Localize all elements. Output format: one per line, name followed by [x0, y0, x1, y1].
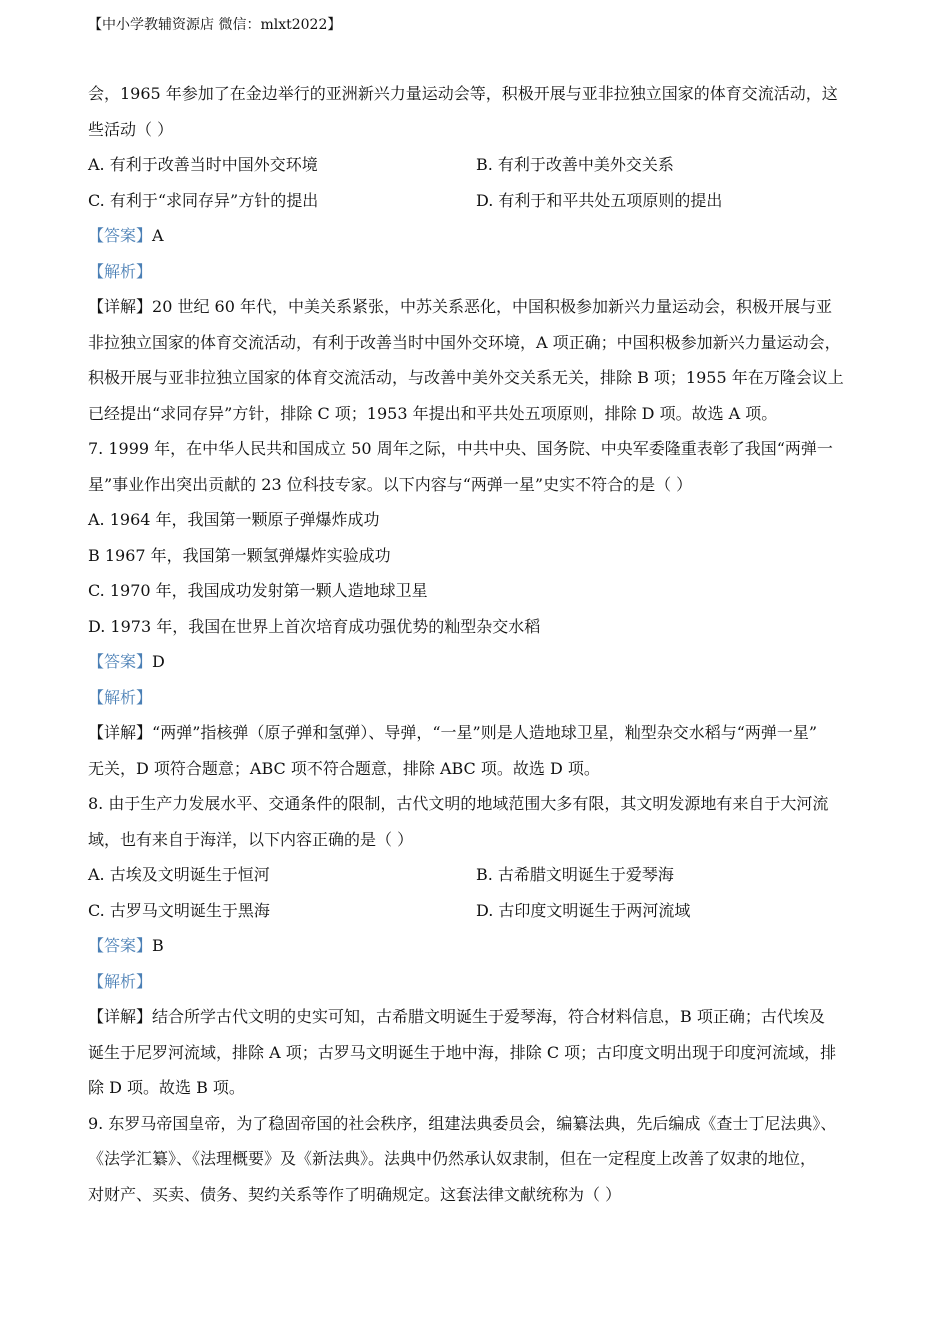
answer-tag: 【答案】	[88, 652, 153, 671]
answer-tag: 【答案】	[88, 226, 153, 245]
q8-option-c: C. 古罗马文明诞生于黑海	[88, 900, 270, 920]
q8-answer-value: B	[152, 936, 164, 955]
q8-options-row-1	[88, 857, 868, 893]
source-header: 【中小学教辅资源店 微信：mlxt2022】	[88, 17, 342, 33]
q8-option-d: D. 古印度文明诞生于两河流域	[476, 900, 691, 920]
detail-tag: 【详解】	[88, 1007, 153, 1026]
q9-stem-line-3: 对财产、买卖、债务、契约关系等作了明确规定。这套法律文献统称为（ ）	[88, 1184, 622, 1204]
q7-stem-line-1: 7. 1999 年，在中华人民共和国成立 50 周年之际，中共中央、国务院、中央军委隆重表彰了我国“两弹一	[88, 439, 833, 458]
q6-detail-line-4: 已经提出“求同存异”方针，排除 C 项；1953 年提出和平共处五项原则，排除 D 项。故选 A 项。	[88, 403, 778, 423]
q6-options-row-2	[88, 183, 868, 219]
q6-option-b: B. 有利于改善中美外交关系	[476, 155, 674, 174]
q7-detail-text-1: “两弹”指核弹（原子弹和氢弹）、导弹，“一星”则是人造地球卫星，籼型杂交水稻与“两弹一星”	[152, 723, 818, 742]
analysis-tag: 【解析】	[88, 687, 153, 707]
q7-analysis	[88, 680, 868, 716]
q7-option-b: B 1967 年，我国第一颗氢弹爆炸实验成功	[88, 545, 391, 565]
q6-analysis	[88, 254, 868, 290]
q8-detail-line-3: 除 D 项。故选 B 项。	[88, 1078, 245, 1097]
q7-detail-line-2: 无关，D 项符合题意；ABC 项不符合题意，排除 ABC 项。故选 D 项。	[88, 758, 600, 778]
document-body	[88, 76, 868, 1212]
question-6	[88, 76, 868, 431]
q7-answer-value: D	[152, 652, 165, 671]
q8-analysis	[88, 964, 868, 1000]
q6-answer	[88, 218, 868, 254]
q6-options-row-1	[88, 147, 868, 183]
q7-stem-line-2: 星”事业作出突出贡献的 23 位科技专家。以下内容与“两弹一星”史实不符合的是（ ）	[88, 474, 693, 494]
q6-answer-value: A	[152, 226, 164, 245]
q6-stem-line-2: 些活动（ ）	[88, 119, 174, 139]
q8-detail-text-1: 结合所学古代文明的史实可知，古希腊文明诞生于爱琴海，符合材料信息，B 项正确；古代埃及	[152, 1007, 825, 1026]
q7-option-c: C. 1970 年，我国成功发射第一颗人造地球卫星	[88, 581, 428, 600]
analysis-tag: 【解析】	[88, 261, 153, 281]
q8-options-row-2	[88, 893, 868, 929]
q6-option-c: C. 有利于“求同存异”方针的提出	[88, 190, 319, 210]
q8-detail-line-1	[88, 999, 868, 1035]
q8-stem-line-1: 8. 由于生产力发展水平、交通条件的限制，古代文明的地域范围大多有限，其文明发源地有来自于大河流	[88, 794, 829, 813]
q6-detail-line-1	[88, 289, 868, 325]
q9-stem-line-1: 9. 东罗马帝国皇帝，为了稳固帝国的社会秩序，组建法典委员会，编纂法典，先后编成《查士丁尼法典》、	[88, 1113, 837, 1133]
q6-detail-line-2: 非拉独立国家的体育交流活动，有利于改善当时中国外交环境，A 项正确；中国积极参加新兴力量运动会，	[88, 332, 841, 352]
q6-option-d: D. 有利于和平共处五项原则的提出	[476, 190, 723, 210]
q8-detail-line-2: 诞生于尼罗河流域，排除 A 项；古罗马文明诞生于地中海，排除 C 项；古印度文明出现于印度河流域，排	[88, 1042, 837, 1062]
analysis-tag: 【解析】	[88, 971, 153, 991]
q6-option-a: A. 有利于改善当时中国外交环境	[88, 155, 318, 174]
q7-option-a: A. 1964 年，我国第一颗原子弹爆炸成功	[88, 510, 380, 529]
q7-detail-line-1	[88, 715, 868, 751]
answer-tag: 【答案】	[88, 936, 153, 955]
q8-option-b: B. 古希腊文明诞生于爱琴海	[476, 865, 674, 884]
q6-stem-line-1: 会，1965 年参加了在金边举行的亚洲新兴力量运动会等，积极开展与亚非拉独立国家的体育交流活动，这	[88, 84, 838, 103]
question-7	[88, 431, 868, 786]
q8-option-a: A. 古埃及文明诞生于恒河	[88, 865, 270, 884]
question-9	[88, 1106, 868, 1213]
q6-detail-text-1: 20 世纪 60 年代，中美关系紧张，中苏关系恶化，中国积极参加新兴力量运动会，积极开展与亚	[152, 297, 832, 316]
q7-answer	[88, 644, 868, 680]
q9-stem-line-2: 《法学汇纂》、《法理概要》及《新法典》。法典中仍然承认奴隶制，但在一定程度上改善了奴隶的地位，	[88, 1149, 817, 1168]
q7-option-d: D. 1973 年，我国在世界上首次培育成功强优势的籼型杂交水稻	[88, 616, 541, 636]
q6-detail-line-3: 积极开展与亚非拉独立国家的体育交流活动，与改善中美外交关系无关，排除 B 项；1955 年在万隆会议上	[88, 368, 844, 387]
detail-tag: 【详解】	[88, 297, 153, 316]
question-8	[88, 786, 868, 1106]
q8-stem-line-2: 域，也有来自于海洋，以下内容正确的是（ ）	[88, 829, 414, 849]
detail-tag: 【详解】	[88, 723, 153, 742]
q8-answer	[88, 928, 868, 964]
